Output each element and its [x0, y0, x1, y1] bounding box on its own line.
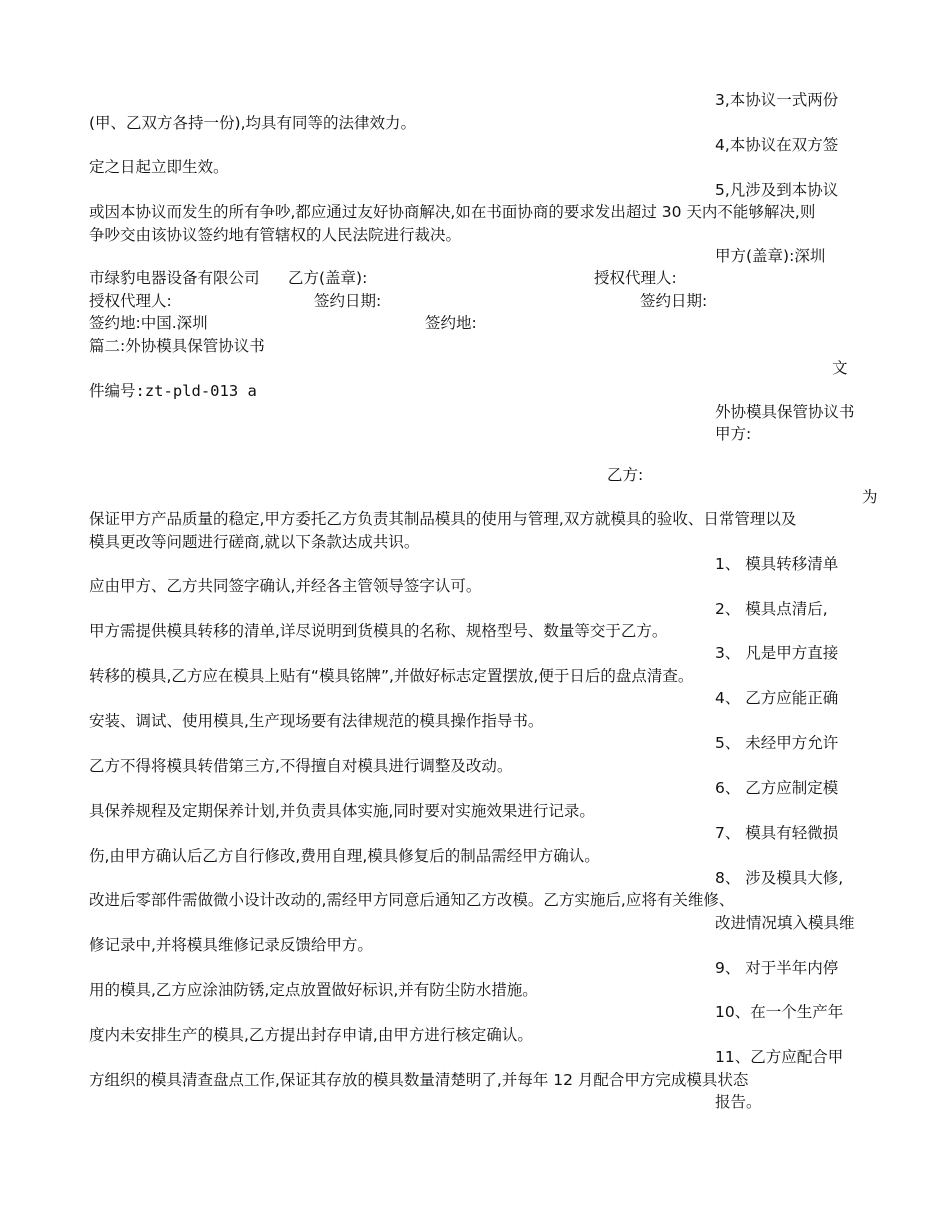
- item-8-start: 8、 涉及模具大修,: [715, 869, 844, 887]
- item-4-cont: 安装、调试、使用模具,生产现场要有法律规范的模具操作指导书。: [89, 712, 544, 730]
- item-11-cont-2: 报告。: [715, 1093, 762, 1111]
- item-2-start: 2、 模具点清后,: [715, 600, 828, 618]
- item-8-cont: 改进后零部件需做微小设计改动的,需经甲方同意后通知乙方改模。乙方实施后,应将有关维修、: [89, 891, 735, 909]
- item-3-cont: 转移的模具,乙方应在模具上贴有“模具铭牌”,并做好标志定置摆放,便于日后的盘点清查。: [89, 667, 694, 685]
- item-2-cont: 甲方需提供模具转移的清单,详尽说明到货模具的名称、规格型号、数量等交于乙方。: [89, 622, 668, 640]
- item-9-cont: 用的模具,乙方应涂油防锈,定点放置做好标识,并有防尘防水措施。: [89, 981, 538, 999]
- party-a-company: 市绿豹电器设备有限公司: [89, 269, 260, 287]
- item-7-start: 7、 模具有轻微损: [715, 824, 839, 842]
- sign-date-a: 签约日期:: [314, 292, 382, 310]
- party-b-seal: 乙方(盖章):: [288, 269, 368, 287]
- clause-5-cont-2: 争吵交由该协议签约地有管辖权的人民法院进行裁决。: [89, 226, 462, 244]
- section-two-heading: 篇二:外协模具保管协议书: [89, 337, 265, 355]
- file-number: 件编号:zt-pld-013 a: [89, 382, 257, 400]
- item-5-start: 5、 未经甲方允许: [715, 734, 839, 752]
- clause-3-start: 3,本协议一式两份: [715, 91, 839, 109]
- item-6-start: 6、 乙方应制定模: [715, 779, 839, 797]
- item-5-cont: 乙方不得将模具转借第三方,不得擅自对模具进行调整及改动。: [89, 757, 513, 775]
- item-8-cont-2: 改进情况填入模具维: [715, 914, 855, 932]
- clause-3-cont: (甲、乙双方各持一份),均具有同等的法律效力。: [89, 114, 417, 132]
- item-11-cont: 方组织的模具清查盘点工作,保证其存放的模具数量清楚明了,并每年 12 月配合甲方完成模具状态: [89, 1071, 749, 1089]
- party-a-seal: 甲方(盖章):深圳: [715, 247, 826, 265]
- item-1-start: 1、 模具转移清单: [715, 555, 839, 573]
- party-a-label: 甲方:: [715, 425, 752, 443]
- clause-5-start: 5,凡涉及到本协议: [715, 181, 839, 199]
- authorized-agent-b: 授权代理人:: [594, 269, 677, 287]
- sign-place-a: 签约地:中国.深圳: [89, 314, 208, 332]
- item-1-cont: 应由甲方、乙方共同签字确认,并经各主管领导签字认可。: [89, 577, 482, 595]
- item-7-cont: 伤,由甲方确认后乙方自行修改,费用自理,模具修复后的制品需经甲方确认。: [89, 847, 600, 865]
- agreement-title: 外协模具保管协议书: [715, 403, 855, 421]
- preamble-line-2: 模具更改等问题进行磋商,就以下条款达成共识。: [89, 533, 420, 551]
- item-11-start: 11、乙方应配合甲: [715, 1048, 844, 1066]
- file-number-start: 文: [832, 359, 848, 377]
- item-3-start: 3、 凡是甲方直接: [715, 644, 839, 662]
- clause-5-cont: 或因本协议而发生的所有争吵,都应通过友好协商解决,如在书面协商的要求发出超过 30 天内不能够解决,则: [89, 203, 816, 221]
- item-10-start: 10、在一个生产年: [715, 1003, 844, 1021]
- item-4-start: 4、 乙方应能正确: [715, 689, 839, 707]
- preamble-line-1: 保证甲方产品质量的稳定,甲方委托乙方负责其制品模具的使用与管理,双方就模具的验收、日常管理以及: [89, 510, 797, 528]
- party-b-label: 乙方:: [607, 466, 644, 484]
- item-10-cont: 度内未安排生产的模具,乙方提出封存申请,由甲方进行核定确认。: [89, 1026, 533, 1044]
- clause-4-cont: 定之日起立即生效。: [89, 158, 229, 176]
- item-6-cont: 具保养规程及定期保养计划,并负责具体实施,同时要对实施效果进行记录。: [89, 802, 595, 820]
- item-9-start: 9、 对于半年内停: [715, 959, 839, 977]
- authorized-agent-a: 授权代理人:: [89, 292, 172, 310]
- preamble-start: 为: [862, 488, 878, 506]
- item-8-cont-3: 修记录中,并将模具维修记录反馈给甲方。: [89, 936, 373, 954]
- sign-place-b: 签约地:: [425, 314, 477, 332]
- sign-date-b: 签约日期:: [640, 292, 708, 310]
- clause-4-start: 4,本协议在双方签: [715, 136, 839, 154]
